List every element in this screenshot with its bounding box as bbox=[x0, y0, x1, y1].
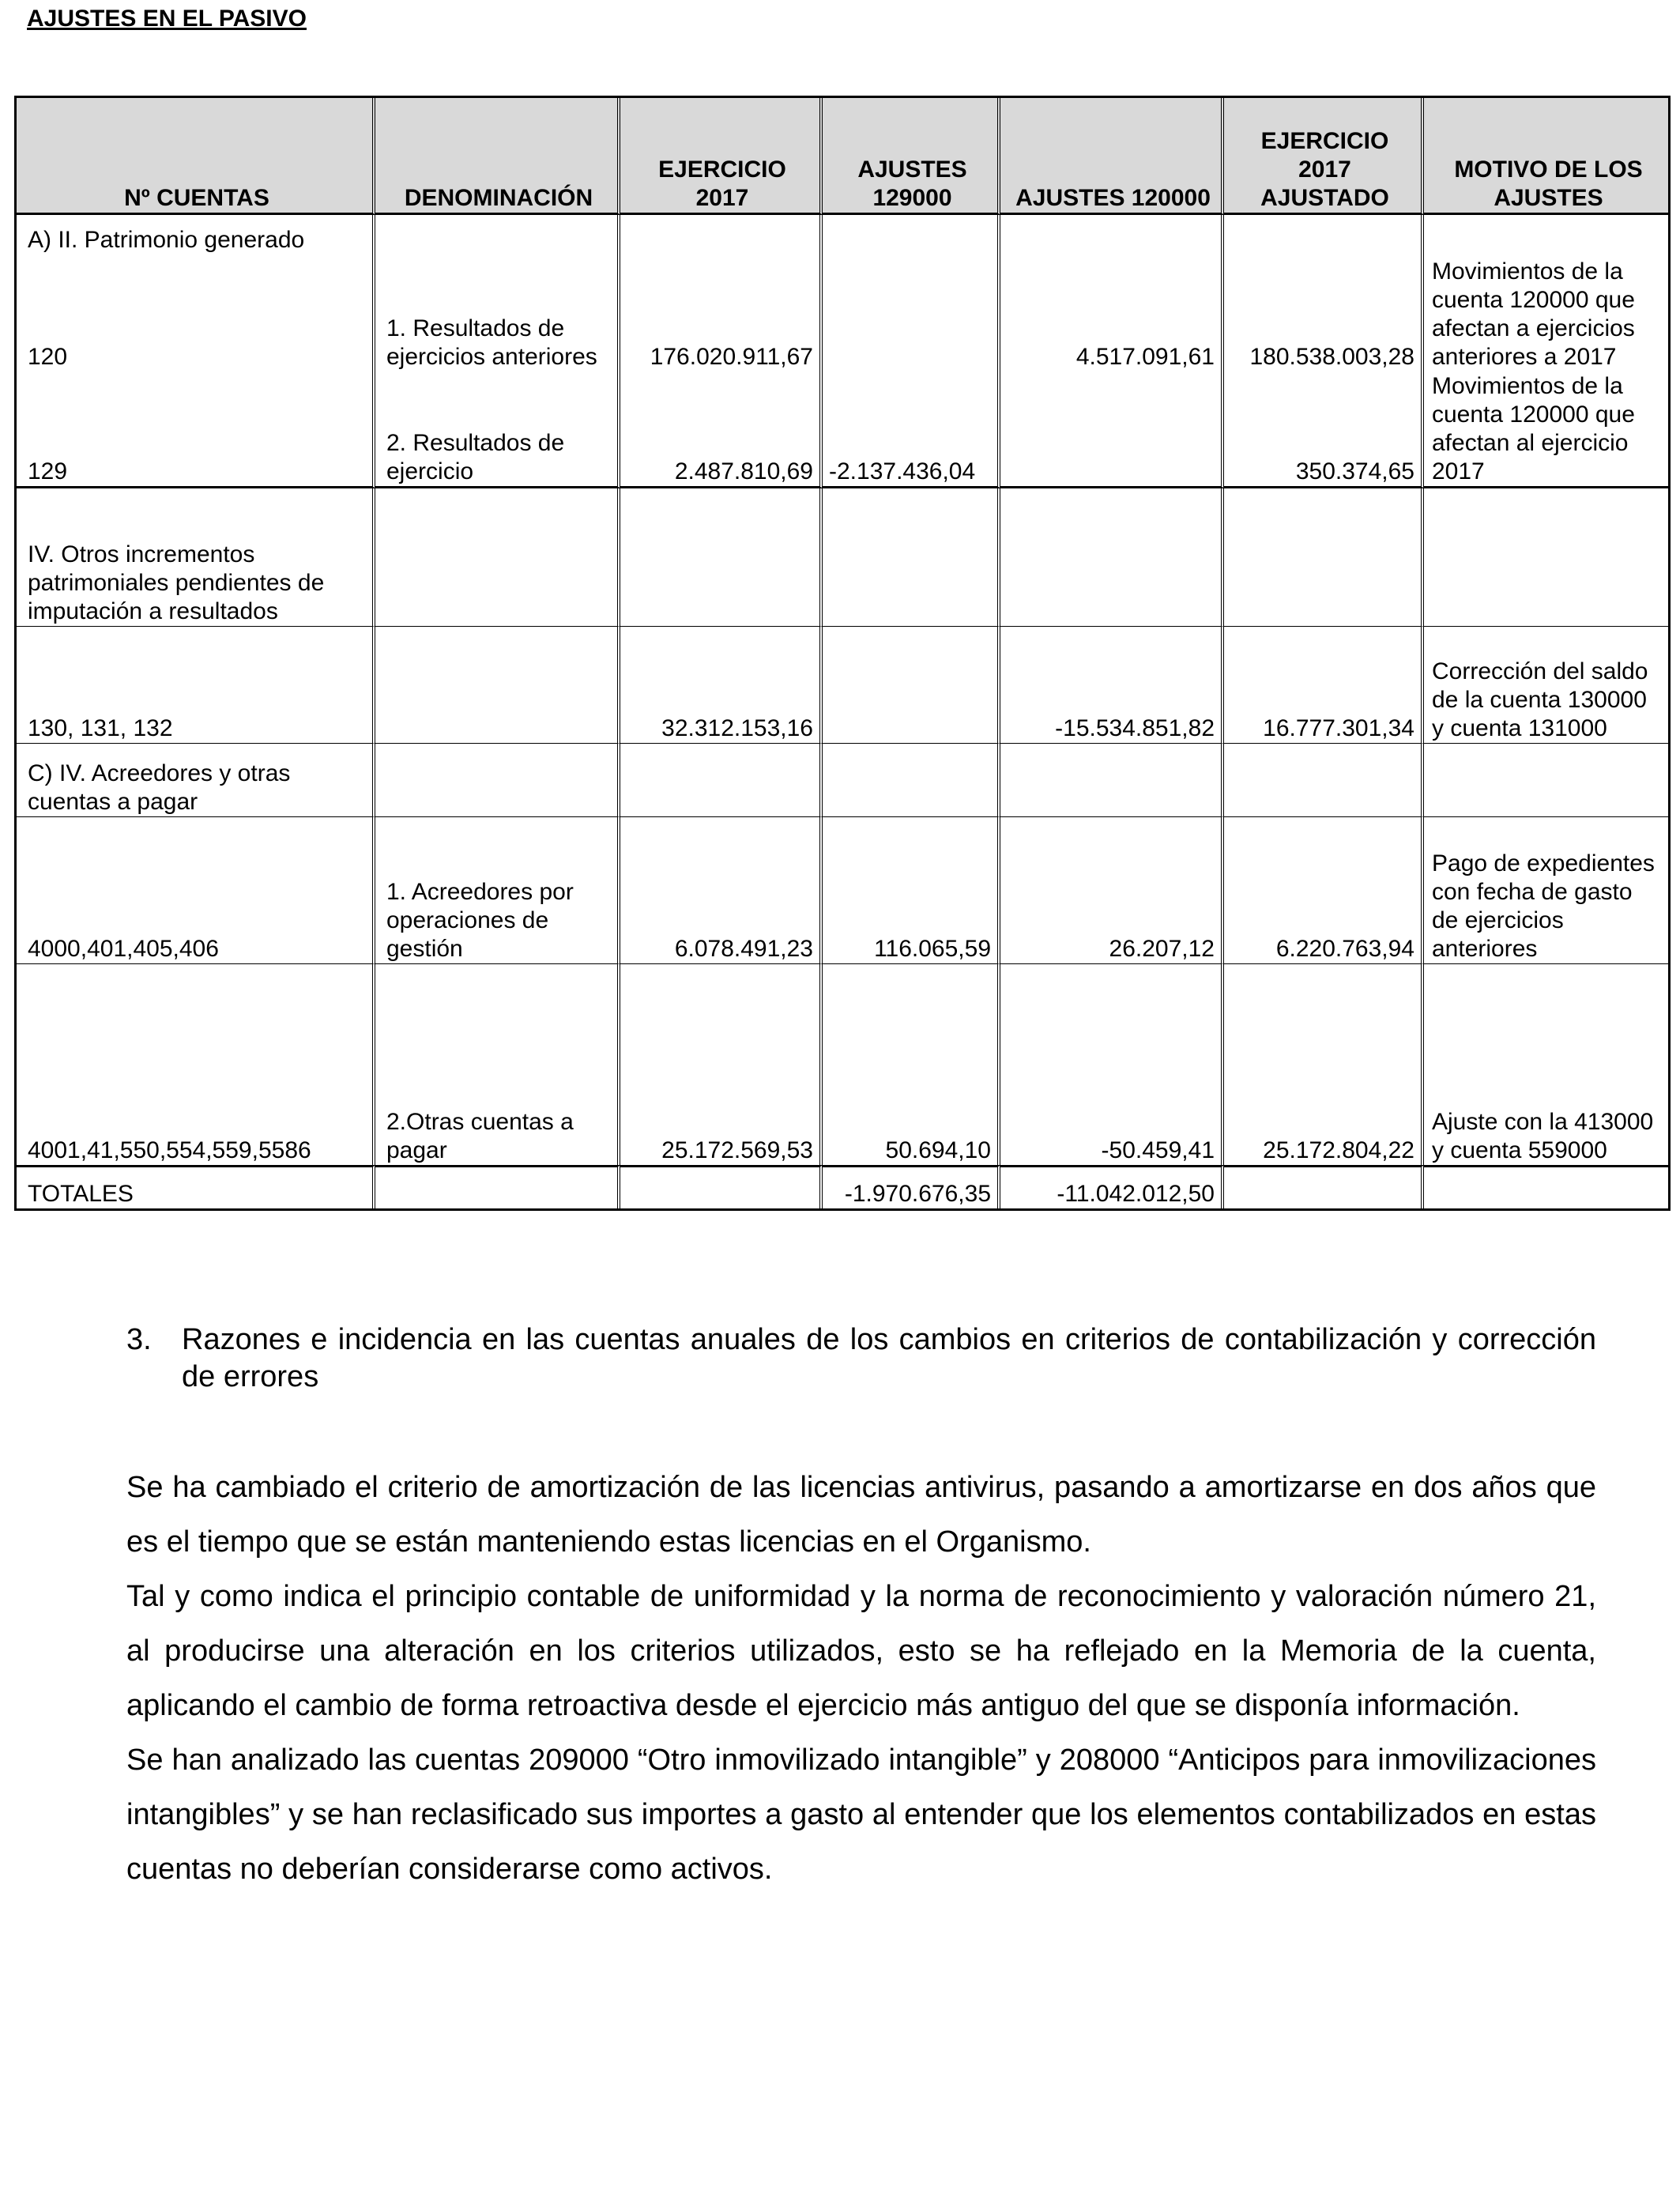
ajustes-pasivo-table bbox=[14, 96, 1671, 1211]
table-row bbox=[17, 215, 1668, 254]
totals-row bbox=[17, 1165, 1668, 1208]
denominacion-cell bbox=[375, 627, 620, 744]
motivo-cell: Movimientos de la cuenta 120000 que afectan a ejercicios anteriores a 2017 bbox=[1432, 258, 1635, 370]
denominacion-cell: 1. Acreedores por operaciones de gestión bbox=[375, 817, 620, 964]
table-row bbox=[17, 254, 1668, 371]
section-label: A) II. Patrimonio generado bbox=[17, 215, 375, 254]
ejercicio-cell: 25.172.569,53 bbox=[620, 964, 823, 1165]
header-cuentas: Nº CUENTAS bbox=[17, 98, 375, 215]
total-ajuste-120: -11.042.012,50 bbox=[1000, 1165, 1224, 1208]
ajuste-129-cell bbox=[823, 254, 1000, 371]
table-header-row bbox=[17, 98, 1668, 215]
table-row bbox=[17, 964, 1668, 1165]
header-ejercicio-ajustado: EJERCICIO 2017 AJUSTADO bbox=[1224, 98, 1424, 215]
body-text bbox=[126, 1461, 1596, 1897]
header-motivo: MOTIVO DE LOS AJUSTES bbox=[1424, 98, 1668, 215]
ajuste-129-cell bbox=[823, 627, 1000, 744]
paragraph: Se ha cambiado el criterio de amortización de las licencias antivirus, pasando a amortizarse en dos años que es el tiempo que se están manteniendo estas licencias en el Organismo. bbox=[126, 1471, 1596, 1559]
ajuste-120-cell: -50.459,41 bbox=[1000, 964, 1224, 1165]
cuenta-cell: 120 bbox=[17, 254, 375, 371]
cuenta-cell: 4001,41,550,554,559,5586 bbox=[17, 964, 375, 1165]
ajuste-120-cell: 26.207,12 bbox=[1000, 817, 1224, 964]
denominacion-cell: 2.Otras cuentas a pagar bbox=[375, 964, 620, 1165]
item-number: 3. bbox=[126, 1323, 152, 1356]
ajustado-cell: 16.777.301,34 bbox=[1224, 627, 1424, 744]
ajustado-cell: 180.538.003,28 bbox=[1224, 254, 1424, 371]
section-item-3 bbox=[126, 1321, 1596, 1396]
ajuste-129-cell: 116.065,59 bbox=[823, 817, 1000, 964]
ejercicio-cell: 176.020.911,67 bbox=[620, 254, 823, 371]
cuenta-cell: 130, 131, 132 bbox=[17, 627, 375, 744]
header-ajustes-120000: AJUSTES 120000 bbox=[1000, 98, 1224, 215]
section-label: C) IV. Acreedores y otras cuentas a pagar bbox=[17, 744, 375, 817]
motivo-cell: Corrección del saldo de la cuenta 130000 y cuenta 131000 bbox=[1424, 627, 1668, 744]
ejercicio-cell: 32.312.153,16 bbox=[620, 627, 823, 744]
ajustado-cell: 6.220.763,94 bbox=[1224, 817, 1424, 964]
table-row bbox=[17, 817, 1668, 964]
header-ajustes-129000: AJUSTES 129000 bbox=[823, 98, 1000, 215]
ajuste-120-cell: 4.517.091,61 bbox=[1000, 254, 1224, 371]
denominacion-cell: 1. Resultados de ejercicios anteriores bbox=[375, 254, 620, 371]
totals-label: TOTALES bbox=[17, 1165, 375, 1208]
ejercicio-cell: 2.487.810,69 bbox=[620, 371, 823, 488]
table-row bbox=[17, 488, 1668, 627]
table-row bbox=[17, 371, 1668, 488]
motivo-cell: Movimientos de la cuenta 120000 que afectan al ejercicio 2017 bbox=[1424, 371, 1668, 488]
total-ajuste-129: -1.970.676,35 bbox=[823, 1165, 1000, 1208]
cuenta-cell: 129 bbox=[17, 371, 375, 488]
ejercicio-cell: 6.078.491,23 bbox=[620, 817, 823, 964]
denominacion-cell: 2. Resultados de ejercicio bbox=[375, 371, 620, 488]
ajuste-129-cell: 50.694,10 bbox=[823, 964, 1000, 1165]
motivo-cell: Ajuste con la 413000 y cuenta 559000 bbox=[1432, 1109, 1654, 1163]
ajuste-129-cell: -2.137.436,04 bbox=[823, 371, 1000, 488]
table-row bbox=[17, 744, 1668, 817]
ajustado-cell: 25.172.804,22 bbox=[1224, 964, 1424, 1165]
ajuste-120-cell: -15.534.851,82 bbox=[1000, 627, 1224, 744]
ajustado-cell: 350.374,65 bbox=[1224, 371, 1424, 488]
section-title: AJUSTES EN EL PASIVO bbox=[27, 6, 307, 32]
table-row bbox=[17, 627, 1668, 744]
motivo-cell: Pago de expedientes con fecha de gasto de ejercicios anteriores bbox=[1424, 817, 1668, 964]
paragraph: Tal y como indica el principio contable de uniformidad y la norma de reconocimiento y valoración número 21, al producirse una alteración en los criterios utilizados, esto se ha reflejado en la Memoria de la cuenta, aplicando el cambio de forma retroactiva desde el ejercicio más antiguo del que se disponía información. bbox=[126, 1580, 1596, 1722]
paragraph: Se han analizado las cuentas 209000 “Otro inmovilizado intangible” y 208000 “Anticipos para inmovilizaciones intangibles” y se han reclasificado sus importes a gasto al entender que los elementos contabilizados en estas cuentas no deberían considerarse como activos. bbox=[126, 1744, 1596, 1886]
header-ejercicio: EJERCICIO 2017 bbox=[620, 98, 823, 215]
section-label: IV. Otros incrementos patrimoniales pendientes de imputación a resultados bbox=[17, 488, 375, 627]
cuenta-cell: 4000,401,405,406 bbox=[17, 817, 375, 964]
ajuste-120-cell bbox=[1000, 371, 1224, 488]
header-denominacion: DENOMINACIÓN bbox=[375, 98, 620, 215]
item-heading: Razones e incidencia en las cuentas anuales de los cambios en criterios de contabilización y corrección de errores bbox=[182, 1323, 1596, 1393]
